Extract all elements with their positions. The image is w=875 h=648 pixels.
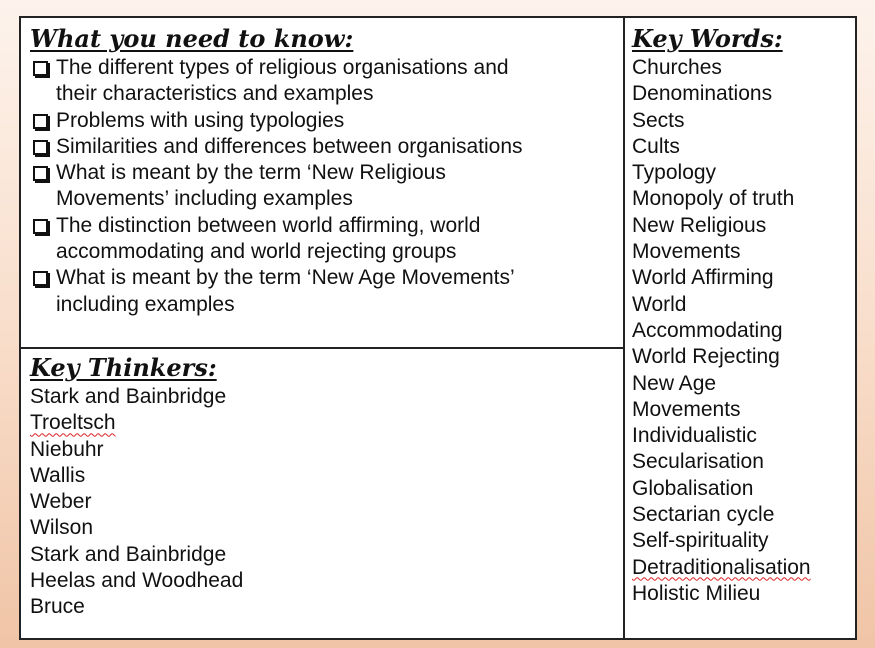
section-heading-thinkers: Key Thinkers: xyxy=(30,353,217,382)
section-heading-keywords: Key Words: xyxy=(632,24,783,53)
thinker-item: Niebuhr xyxy=(30,437,104,461)
thinker-item-text: Troeltsch xyxy=(30,411,116,435)
checklist-item xyxy=(30,108,615,134)
checkbox-icon xyxy=(33,271,48,286)
thinker-item: Wallis xyxy=(30,463,86,487)
checklist-item xyxy=(30,55,615,108)
checkbox-icon xyxy=(33,140,48,155)
row-divider xyxy=(21,347,624,349)
keyword-item: Sects xyxy=(632,108,685,132)
keyword-item: Individualistic xyxy=(632,424,757,448)
keyword-item: Cults xyxy=(632,134,680,158)
checklist-item xyxy=(30,160,615,213)
know-checklist xyxy=(30,55,615,318)
what-you-need-to-know-section xyxy=(30,24,615,318)
checklist-item-text-line1: The different types of religious organisations and xyxy=(56,56,509,79)
checkbox-icon xyxy=(33,114,48,129)
column-divider xyxy=(623,18,625,638)
keyword-item: World xyxy=(632,292,687,316)
thinker-item: Weber xyxy=(30,490,92,514)
keyword-item: Typology xyxy=(632,161,717,185)
keyword-item: Churches xyxy=(632,56,722,79)
keyword-item: World Affirming xyxy=(632,266,774,290)
keyword-item: Secularisation xyxy=(632,450,764,474)
thinker-item: Wilson xyxy=(30,516,94,540)
key-thinkers-section xyxy=(30,353,615,621)
keywords-list xyxy=(632,55,852,607)
keyword-item: New Religious xyxy=(632,213,767,237)
thinker-item: Stark and Bainbridge xyxy=(30,542,227,566)
checklist-item-text-line2: their characteristics and examples xyxy=(56,82,374,106)
thinker-item: Heelas and Woodhead xyxy=(30,569,244,593)
checkbox-icon xyxy=(33,166,48,181)
keyword-item: Holistic Milieu xyxy=(632,581,761,605)
checklist-item-text-line1: Problems with using typologies xyxy=(56,108,345,132)
thinkers-list xyxy=(30,384,615,621)
keyword-item-text: Detraditionalisation xyxy=(632,555,811,579)
checklist-item-text-line1: The distinction between world affirming, world xyxy=(56,213,481,237)
keyword-item: Sectarian cycle xyxy=(632,503,775,527)
keyword-item: Movements xyxy=(632,397,741,421)
thinker-item: Bruce xyxy=(30,595,85,619)
checkbox-icon xyxy=(33,61,48,76)
checklist-item-text-line2: including examples xyxy=(56,292,235,316)
keyword-item: Self-spirituality xyxy=(632,529,769,553)
checklist-item-text-line2: Movements’ including examples xyxy=(56,187,353,211)
keyword-item: Globalisation xyxy=(632,476,754,500)
keyword-item: Accommodating xyxy=(632,318,783,342)
thinker-item xyxy=(30,410,615,436)
checklist-item-text-line1: What is meant by the term ‘New Age Movements’ xyxy=(56,266,515,290)
checklist-item xyxy=(30,213,615,266)
key-words-section xyxy=(632,24,852,607)
keyword-item: Denominations xyxy=(632,82,773,106)
checklist-item-text-line1: What is meant by the term ‘New Religious xyxy=(56,161,446,185)
thinker-item: Stark and Bainbridge xyxy=(30,385,227,408)
keyword-item: Movements xyxy=(632,240,741,264)
checklist-item-text-line1: Similarities and differences between organisations xyxy=(56,134,523,158)
checklist-item xyxy=(30,134,615,160)
section-heading-know: What you need to know: xyxy=(30,24,354,53)
knowledge-organiser-sheet xyxy=(19,16,857,640)
keyword-item: New Age xyxy=(632,371,717,395)
keyword-item: World Rejecting xyxy=(632,345,780,369)
keyword-item xyxy=(632,555,852,581)
checkbox-icon xyxy=(33,219,48,234)
keyword-item: Monopoly of truth xyxy=(632,187,795,211)
checklist-item-text-line2: accommodating and world rejecting groups xyxy=(56,240,457,264)
checklist-item xyxy=(30,265,615,318)
